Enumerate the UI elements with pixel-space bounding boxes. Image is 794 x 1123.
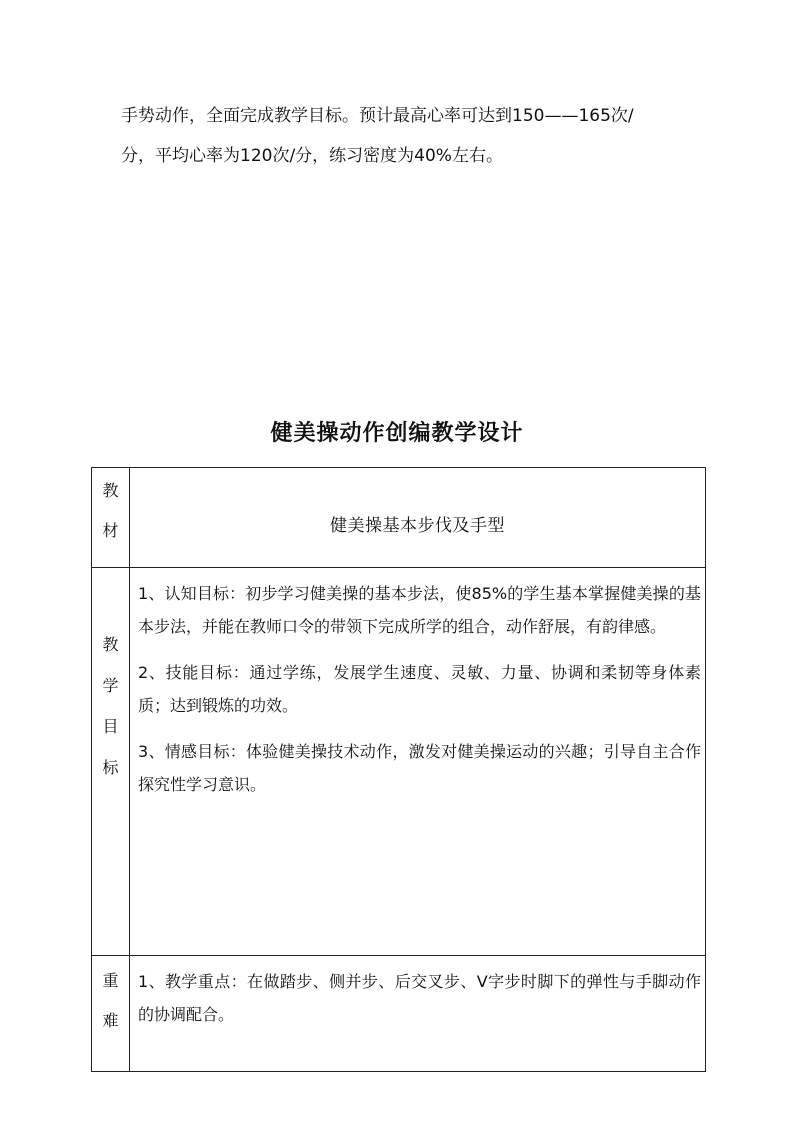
goals-header-char: 标 bbox=[102, 758, 119, 777]
key-point-focus: 1、教学重点：在做踏步、侧并步、后交叉步、V字步时脚下的弹性与手脚动作的协调配合。 bbox=[138, 972, 701, 1024]
goals-content-cell bbox=[130, 568, 706, 956]
intro-line-2: 分，平均心率为120次/分，练习密度为40%左右。 bbox=[121, 146, 503, 166]
goal-cognitive: 1、认知目标：初步学习健美操的基本步法，使85%的学生基本掌握健美操的基本步法，并能在教师口令的带领下完成所学的组合，动作舒展，有韵律感。 bbox=[138, 584, 701, 636]
table-row-key-points bbox=[92, 956, 706, 1072]
key-points-header-cell bbox=[92, 956, 130, 1072]
material-content: 健美操基本步伐及手型 bbox=[330, 516, 505, 536]
material-header-char: 教 bbox=[102, 481, 119, 500]
goals-header-cell bbox=[92, 568, 130, 956]
table-row-goals bbox=[92, 568, 706, 956]
key-points-header-char: 重 bbox=[102, 971, 119, 990]
document-title: 健美操动作创编教学设计 bbox=[270, 421, 524, 446]
goals-header-char: 学 bbox=[102, 676, 119, 695]
table-row-material bbox=[92, 468, 706, 568]
lesson-plan-table bbox=[91, 467, 706, 1072]
material-content-cell bbox=[130, 468, 706, 568]
key-points-content-cell bbox=[130, 956, 706, 1072]
material-header-char: 材 bbox=[102, 521, 119, 540]
goals-header-char: 目 bbox=[102, 717, 119, 736]
intro-line-1: 手势动作，全面完成教学目标。预计最高心率可达到150——165次/ bbox=[121, 106, 634, 126]
intro-paragraph bbox=[121, 101, 721, 171]
goals-header-char: 教 bbox=[102, 635, 119, 654]
key-points-header-char: 难 bbox=[102, 1011, 119, 1030]
goal-affective: 3、情感目标：体验健美操技术动作，激发对健美操运动的兴趣；引导自主合作探究性学习意识。 bbox=[138, 742, 701, 794]
material-header-cell bbox=[92, 468, 130, 568]
goal-skill: 2、技能目标：通过学练，发展学生速度、灵敏、力量、协调和柔韧等身体素质；达到锻炼的功效。 bbox=[138, 663, 701, 715]
